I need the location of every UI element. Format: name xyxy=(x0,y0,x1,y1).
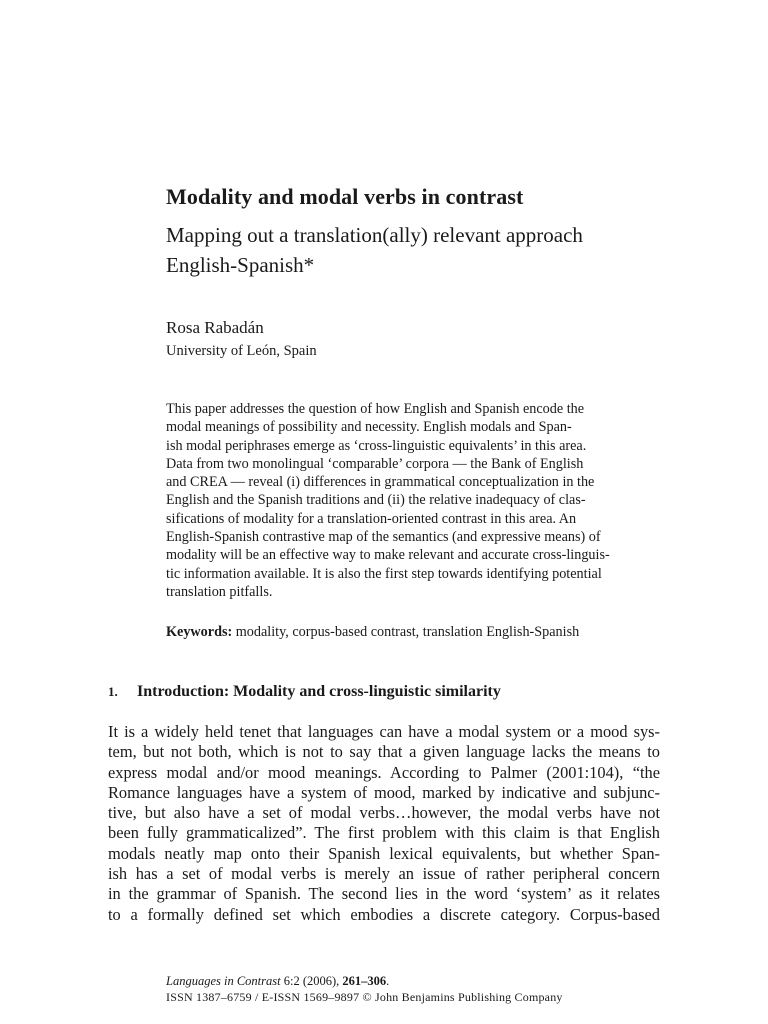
body-line: modals neatly map onto their Spanish lexical equivalents, but whether Span- xyxy=(108,843,660,863)
abstract-line: This paper addresses the question of how English and Spanish encode the xyxy=(166,401,585,417)
body-line: It is a widely held tenet that languages can have a modal system or a mood sys- xyxy=(108,722,660,741)
abstract-line: and CREA — reveal (i) differences in grammatical conceptualization in the xyxy=(166,474,595,491)
section-title: Introduction: Modality and cross-linguistic similarity xyxy=(137,683,501,700)
body-line: been fully grammaticalized”. The first problem with this claim is that English xyxy=(108,823,660,843)
journal-pages: 261–306 xyxy=(342,974,387,988)
body-line: tem, but not both, which is not to say that a given language lacks the means to xyxy=(108,742,660,762)
author-name: Rosa Rabadán xyxy=(166,318,264,337)
abstract-line: ish modal periphrases emerge as ‘cross-linguistic equivalents’ in this area. xyxy=(166,437,587,454)
abstract-line: English-Spanish contrastive map of the semantics (and expressive means) of xyxy=(166,529,601,546)
journal-name: Languages in Contrast xyxy=(166,974,281,988)
subtitle-line-1: Mapping out a translation(ally) relevant approach xyxy=(166,223,583,247)
abstract-line: sifications of modality for a translation-oriented contrast in this area. An xyxy=(166,510,577,527)
section-number: 1. xyxy=(108,684,118,699)
abstract-line: English and the Spanish traditions and (ii) the relative inadequacy of clas- xyxy=(166,492,586,509)
citation-period: . xyxy=(386,974,390,988)
keywords-label: Keywords: xyxy=(166,624,233,640)
subtitle-line-2: English-Spanish* xyxy=(166,253,315,277)
keywords xyxy=(166,622,666,642)
abstract-line: translation pitfalls. xyxy=(166,583,273,600)
citation-line xyxy=(166,973,706,989)
issn-line: ISSN 1387–6759 / E-ISSN 1569–9897 © John Benjamins Publishing Company xyxy=(166,990,563,1004)
section-heading xyxy=(108,681,668,703)
abstract-line: tic information available. It is also the first step towards identifying potential xyxy=(166,565,602,582)
abstract-line: modal meanings of possibility and necessity. English modals and Span- xyxy=(166,419,572,436)
body-line: express modal and/or mood meanings. According to Palmer (2001:104), “the xyxy=(108,762,660,782)
article-title: Modality and modal verbs in contrast xyxy=(166,184,524,209)
body-text xyxy=(108,722,660,925)
body-line: Romance languages have a system of mood, marked by indicative and subjunc- xyxy=(108,782,660,802)
abstract xyxy=(166,400,666,601)
article-subtitle xyxy=(166,220,706,280)
keywords-text: modality, corpus-based contrast, translation English-Spanish xyxy=(232,624,580,640)
abstract-line: Data from two monolingual ‘comparable’ corpora — the Bank of English xyxy=(166,455,584,472)
author-affiliation: University of León, Spain xyxy=(166,343,317,359)
body-line: ish has a set of modal verbs is merely an issue of rather peripheral concern xyxy=(108,864,660,884)
body-line: in the grammar of Spanish. The second lies in the word ‘system’ as it relates xyxy=(108,884,660,904)
abstract-line: modality will be an effective way to make relevant and accurate cross-linguis- xyxy=(166,547,610,564)
journal-volume: 6:2 (2006), xyxy=(280,974,343,988)
body-line: to a formally defined set which embodies a discrete category. Corpus-based xyxy=(108,904,660,924)
body-line: tive, but also have a set of modal verbs…however, the modal verbs have not xyxy=(108,803,660,823)
page-footer xyxy=(166,973,706,1005)
